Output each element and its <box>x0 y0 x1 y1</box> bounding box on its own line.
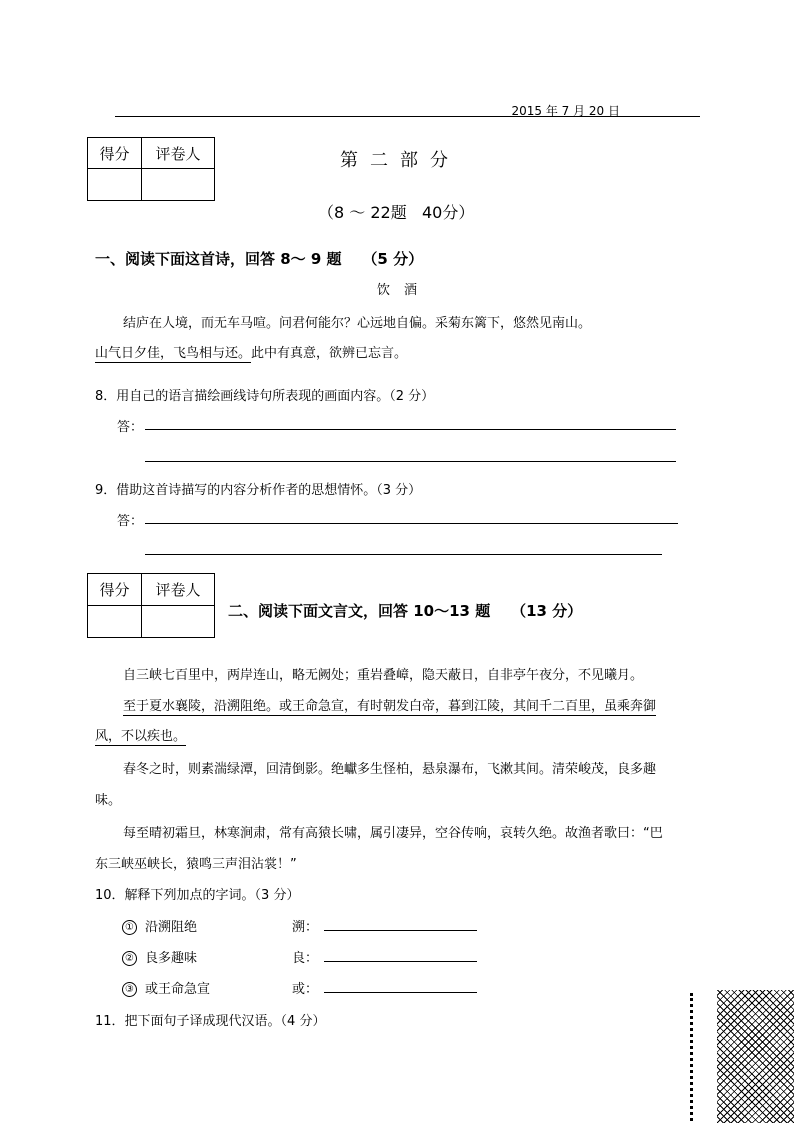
q9-answer-line-1[interactable] <box>145 523 678 524</box>
passage-p1: 自三峡七百里中，两岸连山，略无阙处；重岩叠嶂，隐天蔽日，自非亭午夜分，不见曦月。 <box>123 668 644 683</box>
item-number: ② <box>122 951 137 966</box>
q9-text: 9．借助这首诗描写的内容分析作者的思想情怀。（3 分） <box>95 483 422 498</box>
header-rule <box>115 116 700 117</box>
passage-p4-line1: 每至晴初霜旦，林寒涧肃，常有高猿长啸，属引凄异，空谷传响，哀转久绝。故渔者歌曰：“巴 <box>123 826 663 841</box>
q11-text: 11．把下面句子译成现代汉语。（4 分） <box>95 1014 326 1029</box>
score-box-2 <box>87 573 215 638</box>
passage-p2-underlined-1: 至于夏水襄陵，沿溯阻绝。或王命急宣，有时朝发白帝，暮到江陵，其间千二百里，虽乘奔御 <box>123 699 657 714</box>
score-cell[interactable] <box>88 606 142 638</box>
underlined-verse: 山气日夕佳，飞鸟相与还。 <box>95 346 252 361</box>
passage-p2-line2 <box>95 725 186 744</box>
q8-answer-line-2[interactable] <box>145 461 676 462</box>
q8-text: 8．用自己的语言描绘画线诗句所表现的画面内容。（2 分） <box>95 389 435 404</box>
q9-answer-line-2[interactable] <box>145 554 662 555</box>
score-box-1 <box>87 137 215 201</box>
grader-label: 评卷人 <box>142 574 215 606</box>
q10-item-1-answer-line[interactable] <box>324 930 477 931</box>
part-title: 第二部分 <box>340 150 460 171</box>
q10-item-3 <box>122 978 210 997</box>
part-subtitle: （8 ～ 22题 40分） <box>318 203 475 222</box>
passage-p2-underlined-2: 风，不以疾也。 <box>95 729 187 744</box>
grader-cell[interactable] <box>142 606 215 638</box>
item-number: ① <box>122 920 137 935</box>
q10-text: 10．解释下列加点的字词。（3 分） <box>95 888 300 903</box>
section1-heading: 一、阅读下面这首诗，回答 8～ 9 题 （5 分） <box>95 250 424 268</box>
q9-answer-label: 答： <box>117 514 144 529</box>
score-label: 得分 <box>88 138 142 169</box>
item-phrase: 或王命急宣 <box>145 982 211 997</box>
q10-item-2-word: 良： <box>292 951 319 966</box>
poem-line-1: 结庐在人境，而无车马喧。问君何能尔？心远地自偏。采菊东篱下，悠然见南山。 <box>123 316 592 331</box>
poem-line-2-rest: 此中有真意，欲辨已忘言。 <box>251 346 408 361</box>
score-label: 得分 <box>88 574 142 606</box>
q10-item-2 <box>122 947 197 966</box>
binding-dotted-line <box>690 993 693 1121</box>
passage-p3-line2: 味。 <box>95 793 122 808</box>
passage-p4-line2: 东三峡巫峡长，猿鸣三声泪沾裳！” <box>95 857 297 872</box>
passage-p3-line1: 春冬之时，则素湍绿潭，回清倒影。绝巘多生怪柏，悬泉瀑布，飞漱其间。清荣峻茂，良多趣 <box>123 762 657 777</box>
item-phrase: 沿溯阻绝 <box>145 920 198 935</box>
section2-heading: 二、阅读下面文言文，回答 10～13 题 （13 分） <box>228 602 583 620</box>
score-cell[interactable] <box>88 169 142 201</box>
q8-answer-line-1[interactable] <box>145 429 676 430</box>
grader-cell[interactable] <box>142 169 215 201</box>
crosshatch-decoration <box>717 990 794 1123</box>
q10-item-1-word: 溯： <box>292 920 319 935</box>
q10-item-3-word: 或： <box>292 982 319 997</box>
grader-label: 评卷人 <box>142 138 215 169</box>
q8-answer-label: 答： <box>117 420 144 435</box>
poem-line-2 <box>95 342 407 361</box>
q10-item-3-answer-line[interactable] <box>324 992 477 993</box>
q10-item-2-answer-line[interactable] <box>324 961 477 962</box>
passage-p2-line1 <box>123 695 656 714</box>
poem-title: 饮酒 <box>377 283 432 298</box>
q10-item-1 <box>122 916 197 935</box>
item-number: ③ <box>122 982 137 997</box>
item-phrase: 良多趣味 <box>145 951 198 966</box>
exam-date: 2015 年 7 月 20 日 <box>511 104 620 118</box>
